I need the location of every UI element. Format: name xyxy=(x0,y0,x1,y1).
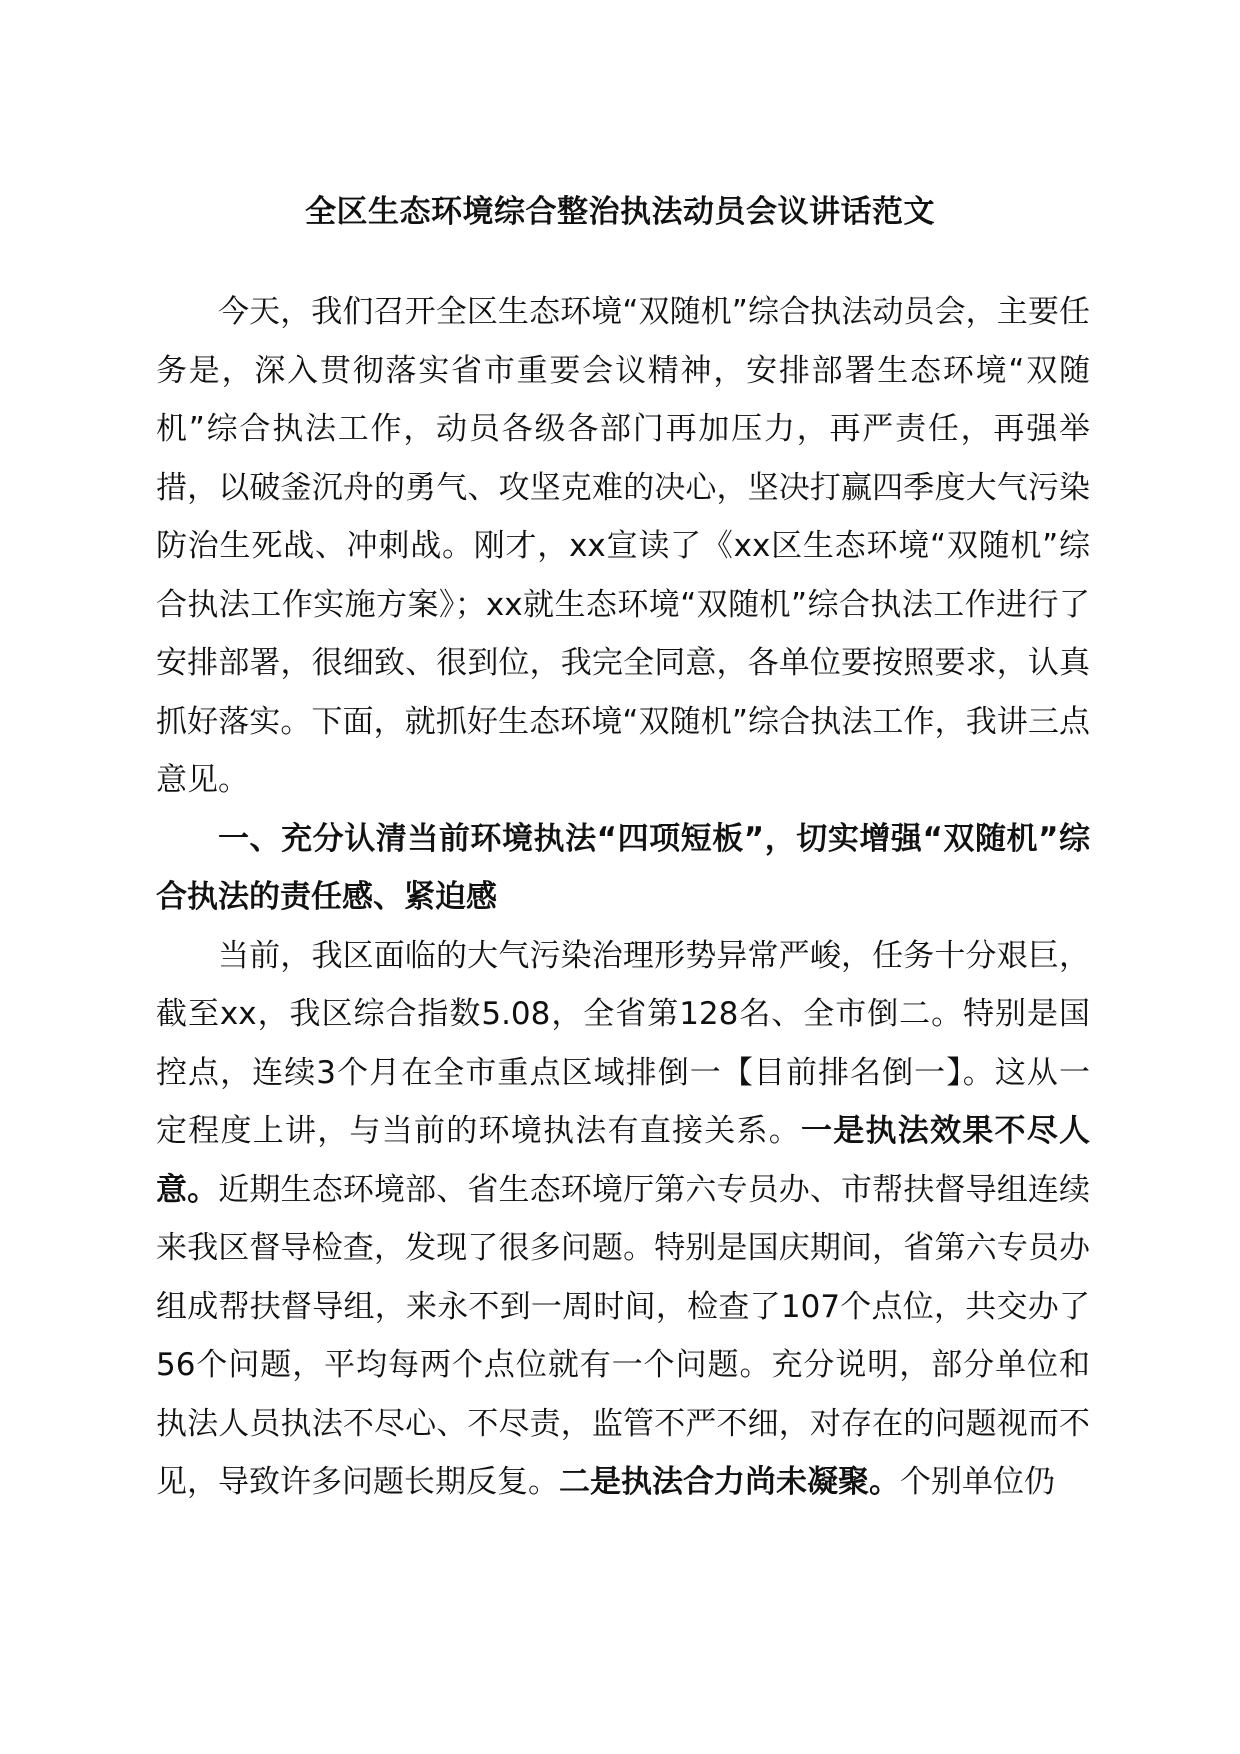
paragraph-intro: 今天，我们召开全区生态环境“双随机”综合执法动员会，主要任务是，深入贯彻落实省市重要会议精神，安排部署生态环境“双随机”综合执法工作，动员各级各部门再加压力，再严责任，再强举措，以破釜沉舟的勇气、攻坚克难的决心，坚决打赢四季度大气污染防治生死战、冲刺战。刚才，xx宣读了《xx区生态环境“双随机”综合执法工作实施方案》；xx就生态环境“双随机”综合执法工作进行了安排部署，很细致、很到位，我完全同意，各单位要按照要求，认真抓好落实。下面，就抓好生态环境“双随机”综合执法工作，我讲三点意见。 xyxy=(156,294,1090,798)
document-title: 全区生态环境综合整治执法动员会议讲话范文 xyxy=(305,194,935,230)
document-body xyxy=(156,283,1090,1512)
paragraph-2-text-3: 个别单位仍 xyxy=(900,1464,1055,1500)
paragraph-2 xyxy=(156,927,1090,1512)
paragraph-2-text-2: 近期生态环境部、省生态环境厅第六专员办、市帮扶督导组连续来我区督导检查，发现了很多问题。特别是国庆期间，省第六专员办组成帮扶督导组，来永不到一周时间，检查了107个点位，共交办了56个问题，平均每两个点位就有一个问题。充分说明，部分单位和执法人员执法不尽心、不尽责，监管不严不细，对存在的问题视而不见，导致许多问题长期反复。 xyxy=(156,1171,1091,1500)
section-heading-1: 一、充分认清当前环境执法“四项短板”，切实增强“双随机”综合执法的责任感、紧迫感 xyxy=(156,820,1090,915)
paragraph-2-bold-point-1: 一是执法效果不尽人意。 xyxy=(156,1113,1090,1208)
paragraph-2-text-1: 当前，我区面临的大气污染治理形势异常严峻，任务十分艰巨，截至xx，我区综合指数5.08，全省第128名、全市倒二。特别是国控点，连续3个月在全市重点区域排倒一【目前排名倒一】。这从一定程度上讲，与当前的环境执法有直接关系。 xyxy=(156,937,1090,1149)
paragraph-2-bold-point-2: 二是执法合力尚未凝聚。 xyxy=(559,1464,900,1500)
